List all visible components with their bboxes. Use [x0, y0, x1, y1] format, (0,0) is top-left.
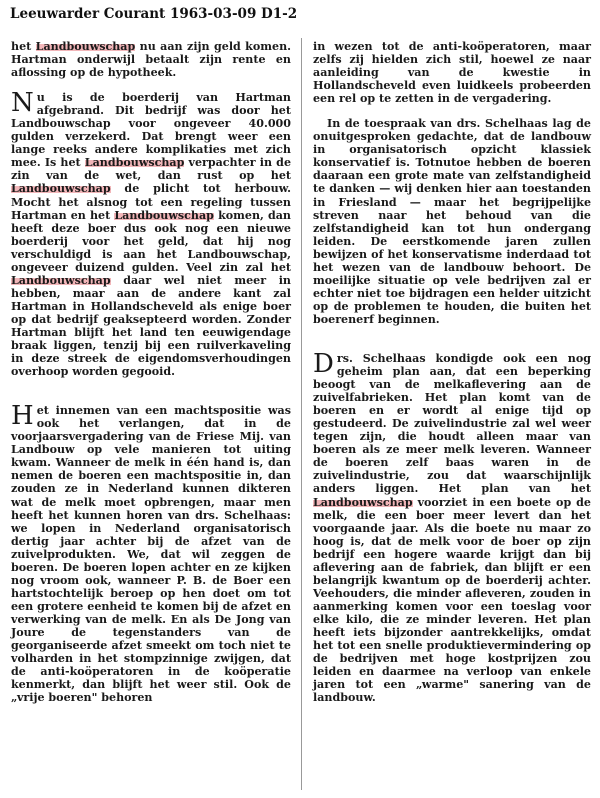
paragraph-3	[11, 401, 291, 705]
paragraph-5: In de toespraak van drs. Schelhaas lag de onuitgesproken gedachte, dat de landbouw in organisatorisch opzicht klassiek konservatief is. Totnutoe hebben de boeren daaraan een grote mate van zelfstandigheid te danken — wij denken hier aan toestanden in Friesland — maar het begrijpelijke streven naar het behoud van die zelfstandigheid kan tot hun ondergang leiden. De eerstkomende jaren zullen bewijzen of het konservatisme inderdaad tot het wezen van de landbouw behoort. De moeilijke situatie op vele bedrijven zal er echter niet toe bijdragen een helder uitzicht op de problemen te houden, die buiten het boerenerf beginnen.	[313, 117, 591, 326]
clipping-header: Leeuwarder Courant 1963-03-09 D1-2	[10, 6, 298, 22]
right-column	[313, 40, 591, 704]
column-divider	[301, 38, 302, 790]
highlight-landbouwschap: Landbouwschap	[35, 40, 136, 53]
text: verpachter in de zin van de wet, dan rust op het	[11, 156, 291, 183]
spacer	[11, 79, 291, 91]
text: komen, dan heeft deze boer dus ook nog een nieuwe boerderij voor het geld, dat hij nog verschuldigd is aan het Landbouwschap, ongeveer duizend gulden. Veel zin zal het	[11, 208, 291, 274]
highlight-landbouwschap: Landbouwschap	[114, 208, 214, 222]
paragraph-2	[11, 88, 291, 379]
left-column	[11, 40, 291, 704]
text: de plicht tot herbouw. Mocht het alsnog tot een regeling tussen Hartman en het	[11, 182, 291, 222]
spacer	[313, 105, 591, 117]
highlight-landbouwschap: Landbouwschap	[11, 182, 111, 196]
spacer	[313, 326, 591, 352]
text: rs. Schelhaas kondigde ook een nog geheim plan aan, dat een beperking beoogt van de melkaflevering aan de zuivelfabrieken. Het plan komt van de boeren en er wordt al enige tijd op gestudeerd. De zuivelindustrie zal wel weer tegen zijn, die houdt alleen maar van boeren als ze meer melk leveren. Wanneer de boeren zelf baas waren in de zuivelindustrie, zou dat waarschijnlijk anders liggen. Het plan van het	[313, 351, 591, 496]
text: het	[11, 40, 36, 53]
paragraph-1	[11, 40, 291, 79]
text: et innemen van een machtspositie was ook het verlangen, dat in de voorjaarsvergadering van de Friese Mij. van Landbouw op vele manieren tot uiting kwam. Wanneer de melk in één hand is, dan nemen de boeren een machtspositie in, dan zouden ze in Nederland kunnen dikteren wat de melk moet opbrengen, maar men heeft het kunnen horen van drs. Schelhaas: we lopen in Nederland organisatorisch dertig jaar achter bij de afzet van de zuivelprodukten. We, dat wil zeggen de boeren. De boeren lopen achter en ze kijken nog vroom ook, wanneer P. B. de Boer een hartstochtelijk beroep op hen doet om tot een grotere eenheid te komen bij de afzet en verwerking van de melk. En als De Jong van Joure de tegenstanders van de georganiseerde afzet smeekt om toch niet te volharden in het stompzinnige zwijgen, dat de anti-koöperatoren in de koöperatie kenmerkt, dan blijft het weer stil. Ook de „vrije boeren" behoren	[11, 404, 291, 705]
paragraph-6	[313, 348, 591, 705]
highlight-landbouwschap: Landbouwschap	[11, 273, 111, 287]
drop-cap: D	[313, 348, 334, 379]
text: nu aan zijn geld komen. Hartman onderwijl betaalt zijn rente en aflossing op de hypotheek.	[11, 40, 291, 80]
text: voorziet in een boete op de melk, die een boer meer levert dan het voorgaande jaar. Als die boete nu maar zo hoog is, dat de melk voor de boer op zijn bedrijf een hogere waarde krijgt dan bij aflevering aan de fabriek, dan blijft er een belangrijk kwantum op de boerderij achter. Veehouders, die minder afleveren, zouden in aanmerking komen voor een toeslag voor elke kilo, die ze minder leveren. Het plan heeft iets bijzonder aantrekkelijks, omdat het tot een snelle produktievermindering op de bedrijven met hoge kostprijzen zou leiden en daarmee na verloop van enkele jaren tot een „warme" sanering van de landbouw.	[313, 495, 591, 705]
text: u is de boerderij van Hartman afgebrand. Dit bedrijf was door het Landbouwschap voor ongeveer 40.000 gulden verzekerd. Dat brengt weer een lange reeks andere komplikaties met zich mee. Is het	[11, 91, 291, 170]
drop-cap: N	[11, 88, 34, 119]
paragraph-4: in wezen tot de anti-koöperatoren, maar zelfs zij hielden zich stil, hoewel ze naar aanleiding van de kwestie in Hollandscheveld even luidkeels probeerden een rel op te zetten in de vergadering.	[313, 40, 591, 106]
highlight-landbouwschap: Landbouwschap	[313, 495, 413, 509]
text: daar wel niet meer in hebben, maar aan de andere kant zal Hartman in Hollandscheveld als enige boer op dat bedrijf geaksepteerd worden. Zonder Hartman blijft het land ten eeuwigendage braak liggen, tenzij bij een ruilverkaveling in deze streek de eigendomsverhoudingen overhoop worden gegooid.	[11, 273, 291, 379]
drop-cap: H	[11, 401, 34, 432]
highlight-landbouwschap: Landbouwschap	[84, 156, 185, 170]
spacer	[11, 378, 291, 404]
